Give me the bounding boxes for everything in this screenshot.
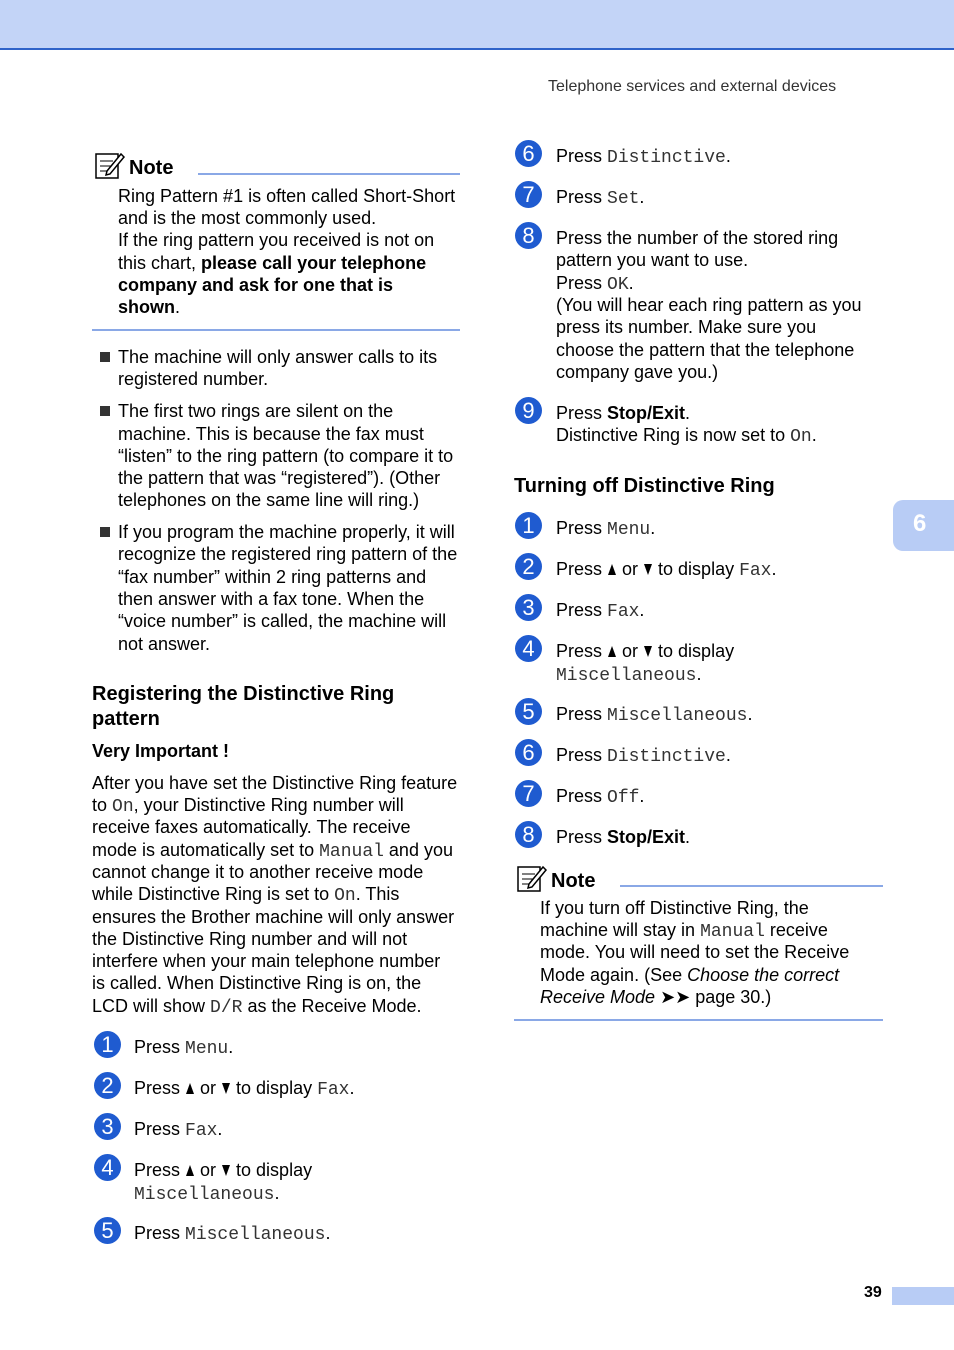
step-number: 8 (515, 222, 542, 249)
bullet-square (100, 406, 110, 416)
body-text: interfere when your main telephone number (92, 951, 441, 971)
step-text: Press or to display Fax. (556, 559, 777, 581)
bullet-square (100, 352, 110, 362)
note-text-line: If you turn off Distinctive Ring, the (540, 898, 809, 918)
step-text: Press Stop/Exit. (556, 827, 691, 847)
note-text-line: If the ring pattern you received is not on (118, 230, 435, 250)
down-arrow-icon (644, 646, 652, 657)
step-number: 1 (94, 1031, 121, 1058)
step-text: Press or to display Fax. (134, 1078, 355, 1100)
body-text: the Distinctive Ring number and will not (92, 929, 408, 949)
note-text-line: shown. (118, 297, 181, 317)
step-number: 6 (515, 140, 542, 167)
step-text: Press Off. (556, 786, 645, 808)
bullet-text: The first two rings are silent on the (118, 401, 394, 421)
step-number: 3 (94, 1113, 121, 1140)
step-text: pattern you want to use. (556, 250, 749, 270)
step-number: 1 (515, 512, 542, 539)
note-top-rule (198, 173, 460, 175)
note-text-line: machine will stay in Manual receive (540, 920, 828, 942)
step-text: Press Fax. (134, 1119, 223, 1141)
note-pencil-icon (95, 151, 125, 179)
footer-bar (892, 1287, 954, 1305)
chapter-tab (893, 500, 954, 551)
body-text: receive faxes automatically. The receive (92, 817, 411, 837)
step-text: Press Menu. (134, 1037, 234, 1059)
subheading: Very Important ! (92, 741, 230, 761)
running-header: Telephone services and external devices (548, 78, 837, 95)
step-text: Distinctive Ring is now set to On. (556, 425, 817, 447)
down-arrow-icon (222, 1083, 230, 1094)
step-text: Miscellaneous. (556, 664, 702, 686)
note-heading: Note (129, 157, 174, 179)
step-number: 2 (94, 1072, 121, 1099)
body-text: cannot change it to another receive mode (92, 862, 424, 882)
step-number: 7 (515, 780, 542, 807)
section-heading: Turning off Distinctive Ring (514, 475, 775, 497)
note-bottom-rule (514, 1019, 883, 1021)
down-arrow-icon (644, 564, 652, 575)
bullet-text: recognize the registered ring pattern of the (118, 544, 458, 564)
note-text-line: mode. You will need to set the Receive (540, 942, 850, 962)
step-number: 5 (515, 698, 542, 725)
bullet-text: telephones on the same line will ring.) (118, 490, 420, 510)
step-text: company gave you.) (556, 362, 719, 382)
step-number: 8 (515, 821, 542, 848)
step-text: (You will hear each ring pattern as you (556, 295, 862, 315)
bullet-text: “fax number” within 2 ring patterns and (118, 567, 427, 587)
note-heading: Note (551, 870, 596, 892)
step-text: Miscellaneous. (134, 1183, 280, 1205)
step-text: Press or to display (134, 1160, 313, 1180)
step-number: 9 (515, 397, 542, 424)
up-arrow-icon (608, 564, 616, 575)
note-bottom-rule (92, 329, 460, 331)
step-text: Press Distinctive. (556, 146, 731, 168)
body-text: mode is automatically set to Manual and you (92, 840, 453, 862)
note-text-line: company and ask for one that is (118, 275, 394, 295)
up-arrow-icon (186, 1165, 194, 1176)
step-number: 4 (515, 635, 542, 662)
up-arrow-icon (608, 646, 616, 657)
bullet-text: then answer with a fax tone. When the (118, 589, 425, 609)
step-text: choose the pattern that the telephone (556, 340, 855, 360)
step-text: Press Distinctive. (556, 745, 731, 767)
step-text: Press Miscellaneous. (556, 704, 753, 726)
bullet-text: If you program the machine properly, it will (118, 522, 455, 542)
up-arrow-icon (186, 1083, 194, 1094)
step-number: 4 (94, 1154, 121, 1181)
step-number: 7 (515, 181, 542, 208)
step-number: 2 (515, 553, 542, 580)
bullet-text: The machine will only answer calls to its (118, 347, 438, 367)
step-text: press its number. Make sure you (556, 317, 817, 337)
step-text: Press Stop/Exit. (556, 403, 691, 423)
step-text: Press Fax. (556, 600, 645, 622)
note-text-line: Ring Pattern #1 is often called Short-Short (118, 186, 456, 206)
body-text: ensures the Brother machine will only answer (92, 907, 455, 927)
note-text-line: Receive Mode ➤➤ page 30.) (540, 987, 772, 1007)
step-number: 6 (515, 739, 542, 766)
down-arrow-icon (222, 1165, 230, 1176)
bullet-text: registered number. (118, 369, 269, 389)
note-pencil-icon (517, 864, 547, 892)
body-text: LCD will show D/R as the Receive Mode. (92, 996, 422, 1018)
step-text: Press or to display (556, 641, 735, 661)
step-number: 3 (515, 594, 542, 621)
step-text: Press OK. (556, 273, 634, 295)
bullet-square (100, 527, 110, 537)
bullet-text: “voice number” is called, the machine will (118, 611, 447, 631)
note-text-line: this chart, please call your telephone (118, 253, 427, 273)
bullet-text: machine. This is because the fax must (118, 424, 424, 444)
note-text-line: Mode again. (See Choose the correct (540, 965, 840, 985)
step-text: Press Set. (556, 187, 645, 209)
step-number: 5 (94, 1217, 121, 1244)
note-top-rule (620, 885, 883, 887)
page-number: 39 (864, 1284, 882, 1301)
body-text: while Distinctive Ring is set to On. This (92, 884, 400, 906)
bullet-text: “listen” to the ring pattern (to compare it to (118, 446, 454, 466)
body-text: After you have set the Distinctive Ring feature (92, 773, 458, 793)
section-heading: Registering the Distinctive Ring (92, 683, 395, 705)
section-heading: pattern (92, 708, 160, 730)
step-text: Press Menu. (556, 518, 656, 540)
step-text: Press Miscellaneous. (134, 1223, 331, 1245)
step-text: Press the number of the stored ring (556, 228, 839, 248)
top-banner (0, 0, 954, 50)
chapter-tab-label: 6 (913, 510, 927, 537)
note-text-line: and is the most commonly used. (118, 208, 377, 228)
body-text: to On, your Distinctive Ring number will (92, 795, 404, 817)
bullet-text: not answer. (118, 634, 211, 654)
bullet-text: the pattern that was “registered”). (Other (118, 468, 441, 488)
body-text: is called. When Distinctive Ring is on, the (92, 973, 422, 993)
